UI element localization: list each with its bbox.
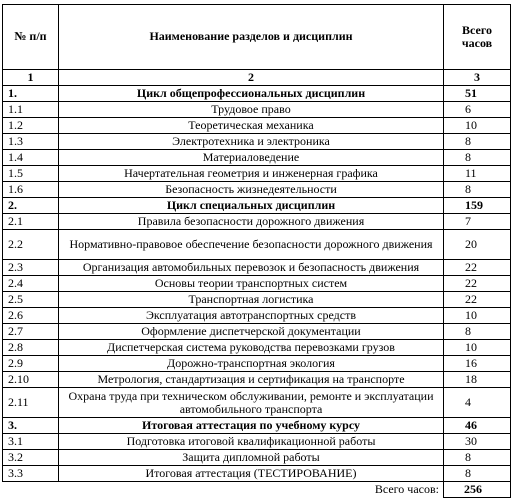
curriculum-table <box>2 4 511 498</box>
hours-value: 159 <box>444 198 511 214</box>
table-row <box>3 388 511 418</box>
row-number: 3. <box>3 418 59 434</box>
discipline-name: Транспортная логистика <box>59 292 444 308</box>
hours-value: 22 <box>444 292 511 308</box>
row-number: 1.2 <box>3 118 59 134</box>
total-spacer <box>3 482 59 498</box>
hours-value: 30 <box>444 434 511 450</box>
table-row <box>3 118 511 134</box>
hours-value: 11 <box>444 166 511 182</box>
hours-value: 18 <box>444 372 511 388</box>
table-row <box>3 150 511 166</box>
row-number: 1.5 <box>3 166 59 182</box>
row-number: 1.3 <box>3 134 59 150</box>
discipline-name: Правила безопасности дорожного движения <box>59 214 444 230</box>
table-row <box>3 166 511 182</box>
row-number: 1.6 <box>3 182 59 198</box>
row-number: 1.1 <box>3 102 59 118</box>
total-value: 256 <box>444 482 511 498</box>
row-number: 3.1 <box>3 434 59 450</box>
discipline-name: Организация автомобильных перевозок и безопасность движения <box>59 260 444 276</box>
hours-value: 10 <box>444 118 511 134</box>
hours-value: 51 <box>444 86 511 102</box>
discipline-name: Итоговая аттестация по учебному курсу <box>59 418 444 434</box>
table-row <box>3 134 511 150</box>
discipline-name: Оформление диспетчерской документации <box>59 324 444 340</box>
column-index-row <box>3 70 511 86</box>
discipline-name: Цикл общепрофессиональных дисциплин <box>59 86 444 102</box>
table-row <box>3 466 511 482</box>
row-number: 2.6 <box>3 308 59 324</box>
table-row <box>3 450 511 466</box>
hours-value: 7 <box>444 214 511 230</box>
hours-value: 4 <box>444 388 511 418</box>
table-row <box>3 276 511 292</box>
table-header <box>3 5 511 70</box>
row-number: 2.9 <box>3 356 59 372</box>
section-row <box>3 418 511 434</box>
header-num: № п/п <box>3 5 59 70</box>
row-number: 2.11 <box>3 388 59 418</box>
header-hours-line2: часов <box>461 36 493 50</box>
hours-value: 6 <box>444 102 511 118</box>
column-index-1: 1 <box>3 70 59 86</box>
discipline-name: Трудовое право <box>59 102 444 118</box>
row-number: 2.3 <box>3 260 59 276</box>
header-name: Наименование разделов и дисциплин <box>59 5 444 70</box>
column-index-2: 2 <box>59 70 444 86</box>
table-row <box>3 260 511 276</box>
hours-value: 8 <box>444 466 511 482</box>
hours-value: 10 <box>444 308 511 324</box>
hours-value: 8 <box>444 182 511 198</box>
total-row <box>3 482 511 498</box>
discipline-name: Защита дипломной работы <box>59 450 444 466</box>
row-number: 1. <box>3 86 59 102</box>
table-row <box>3 434 511 450</box>
row-number: 2.1 <box>3 214 59 230</box>
table-row <box>3 102 511 118</box>
discipline-name: Теоретическая механика <box>59 118 444 134</box>
row-number: 2.10 <box>3 372 59 388</box>
row-number: 1.4 <box>3 150 59 166</box>
discipline-name: Основы теории транспортных систем <box>59 276 444 292</box>
table-row <box>3 230 511 260</box>
table-body <box>3 70 511 498</box>
discipline-name: Нормативно-правовое обеспечение безопасности дорожного движения <box>59 230 444 260</box>
table-row <box>3 182 511 198</box>
row-number: 3.3 <box>3 466 59 482</box>
header-hours-line1: Всего <box>462 22 492 37</box>
discipline-name: Безопасность жизнедеятельности <box>59 182 444 198</box>
table-row <box>3 356 511 372</box>
hours-value: 20 <box>444 230 511 260</box>
total-label: Всего часов: <box>374 482 439 497</box>
row-number: 3.2 <box>3 450 59 466</box>
section-row <box>3 86 511 102</box>
discipline-name: Материаловедение <box>59 150 444 166</box>
hours-value: 8 <box>444 324 511 340</box>
hours-value: 16 <box>444 356 511 372</box>
row-number: 2. <box>3 198 59 214</box>
discipline-name: Диспетчерская система руководства перевозками грузов <box>59 340 444 356</box>
discipline-name: Цикл специальных дисциплин <box>59 198 444 214</box>
column-index-3: 3 <box>444 70 511 86</box>
row-number: 2.4 <box>3 276 59 292</box>
row-number: 2.5 <box>3 292 59 308</box>
discipline-name: Эксплуатация автотранспортных средств <box>59 308 444 324</box>
hours-value: 8 <box>444 150 511 166</box>
discipline-name: Подготовка итоговой квалификационной работы <box>59 434 444 450</box>
hours-value: 10 <box>444 340 511 356</box>
hours-value: 22 <box>444 276 511 292</box>
header-hours <box>444 5 511 70</box>
hours-value: 8 <box>444 450 511 466</box>
hours-value: 8 <box>444 134 511 150</box>
table-row <box>3 308 511 324</box>
hours-value: 22 <box>444 260 511 276</box>
discipline-name: Охрана труда при техническом обслуживании, ремонте и эксплуатации автомобильного транспорта <box>59 388 444 418</box>
table-row <box>3 372 511 388</box>
discipline-name: Дорожно-транспортная экология <box>59 356 444 372</box>
row-number: 2.8 <box>3 340 59 356</box>
row-number: 2.2 <box>3 230 59 260</box>
hours-value: 46 <box>444 418 511 434</box>
discipline-name: Электротехника и электроника <box>59 134 444 150</box>
section-row <box>3 198 511 214</box>
header-row <box>3 5 511 70</box>
table-row <box>3 214 511 230</box>
discipline-name: Начертательная геометрия и инженерная графика <box>59 166 444 182</box>
table-row <box>3 324 511 340</box>
table-row <box>3 340 511 356</box>
table-row <box>3 292 511 308</box>
discipline-name: Метрология, стандартизация и сертификация на транспорте <box>59 372 444 388</box>
row-number: 2.7 <box>3 324 59 340</box>
discipline-name: Итоговая аттестация (ТЕСТИРОВАНИЕ) <box>59 466 444 482</box>
